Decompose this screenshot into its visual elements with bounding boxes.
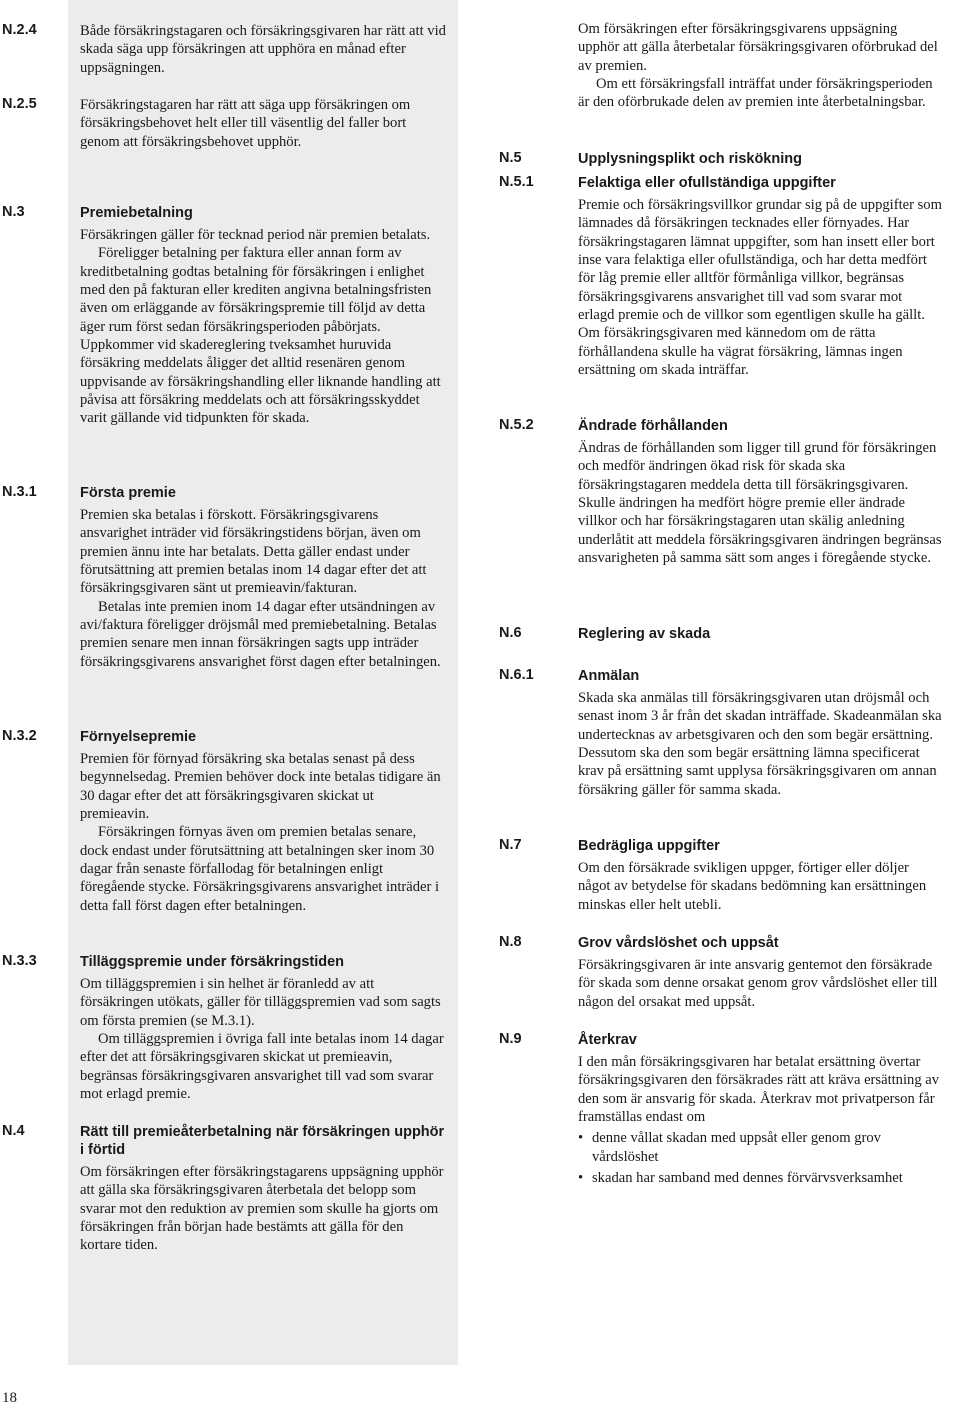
paragraph: Föreligger betalning per faktura eller annan form av kreditbetalning godtas betalning för försäkringen i enlighet med den på fakturan eller krediten angivna betalningsfristen även om erläggande av försäkringspremie till följd av detta äger rum först sedan försäkringsperioden påbörjats. Uppkommer vid skadereglering tveksamhet huruvida försäkring meddelats åligger det alltid resenären genom uppvisande av försäkringshandling eller liknande handling att påvisa att försäkring meddelats och att försäkringsskyddet varit gällande vid tidpunkten för skada. — [80, 245, 441, 427]
section-number: N.6 — [499, 625, 522, 641]
section — [578, 417, 942, 567]
paragraph: Om tilläggspremien i sin helhet är föranledd av att försäkringen utökats, gäller för tilläggspremien vad som sagts om första premien (se M.3.1). — [80, 976, 441, 1029]
section-heading: Upplysningsplikt och riskökning — [578, 151, 802, 167]
section-number: N.6.1 — [499, 667, 534, 683]
paragraph: Premien för förnyad försäkring ska betalas senast på dess begynnelsedag. Premien behöver dock inte betalas tidigare än 30 dagar efter det att försäkringsgivaren skickat ut premieavin. — [80, 751, 441, 823]
section-number: N.3.1 — [2, 484, 37, 500]
section — [80, 1123, 446, 1255]
section — [578, 20, 942, 112]
paragraph: Skada ska anmälas till försäkringsgivaren utan dröjsmål och senast inom 3 år från det skadan inträffade. Skadeanmälan ska undertecknas av arbetsgivaren och den som begär ersättning. Dessutom ska den som begär ersättning lämna specificerat krav på ersättning samt upplysa försäkringsgivaren om annan försäkring gäller för samma skada. — [578, 690, 942, 798]
section-number: N.7 — [499, 837, 522, 853]
paragraph: Om försäkringen efter försäkringstagarens uppsägning upphör att gälla ska försäkringsgivaren återbetala det belopp som svarar mot den reduktion av premien som skulle ha gjorts om försäkringen från början hade bestämts att gälla för den kortare tiden. — [80, 1164, 444, 1254]
section-heading: Premiebetalning — [80, 205, 193, 221]
section — [578, 150, 942, 172]
paragraph: Om den försäkrade svikligen uppger, förtiger eller döljer något av betydelse för skadans bedömning kan ersättningen minskas eller helt utebli. — [578, 860, 927, 913]
section — [80, 484, 446, 671]
section-number: N.5.1 — [499, 174, 534, 190]
section-heading: Reglering av skada — [578, 626, 711, 642]
section-number: N.4 — [2, 1123, 25, 1139]
section-heading: Grov vårdslöshet och uppsåt — [578, 935, 779, 951]
paragraph: Om försäkringen efter försäkringsgivarens uppsägning upphör att gälla återbetalar försäkringsgivaren oförbrukad del av premien. — [578, 21, 938, 74]
section-heading: Rätt till premieåterbetalning när försäkringen upphör i förtid — [80, 1124, 445, 1158]
paragraph: Ändras de förhållanden som ligger till grund för försäkringen och medför ändringen ökad risk för skada ska försäkringstagaren meddela detta till försäkringsgivaren. Skulle ändringen ha medfört högre premie eller ändrade villkor och har försäkringstagaren utan skälig anledning underlåtit att meddela försäkringsgivaren ändringen begränsas ansvarigheten på samma sätt som anges i föregående stycke. — [578, 440, 942, 567]
paragraph: Försäkringsgivaren är inte ansvarig gentemot den försäkrade för skada som denne orsakat genom grov vårdslöshet eller till någon del orsakat med uppsåt. — [578, 957, 938, 1010]
paragraph: I den mån försäkringsgivaren har betalat ersättning övertar försäkringsgivaren den försäkrades rätt att kräva ersättning av den som är ansvarig för skada. Återkrav mot privatperson får framställas endast om — [578, 1054, 940, 1126]
bullet-item: • denne vållat skadan med uppsåt eller genom grov vårdslöshet — [578, 1129, 942, 1166]
paragraph: Försäkringen förnyas även om premien betalas senare, dock endast under förutsättning att betalningen sker inom 30 dagar från senaste förfallodag för betalningen enligt föregående stycke. Försäkringsgivarens ansvarighet inträder i detta fall först dagen efter betalningen. — [80, 824, 440, 914]
section — [80, 22, 446, 77]
paragraph: Premien ska betalas i förskott. Försäkringsgivarens ansvarighet inträder vid försäkringstidens början, även om premien ännu inte har betalats. Detta gäller endast under förutsättning att premien betalas inom 14 dagar efter det att försäkringsgivaren sänt ut premieavin/fakturan. — [80, 507, 427, 597]
section-number: N.2.5 — [2, 96, 37, 112]
section-number: N.5 — [499, 150, 522, 166]
section-heading: Felaktiga eller ofullständiga uppgifter — [578, 175, 836, 191]
paragraph: Både försäkringstagaren och försäkringsgivaren har rätt att vid skada säga upp försäkringen att upphöra en månad efter uppsägningen. — [80, 23, 446, 76]
bullet-item: • skadan har samband med dennes förvärvsverksamhet — [578, 1169, 942, 1187]
section-number: N.2.4 — [2, 22, 37, 38]
section — [80, 728, 446, 915]
section-number: N.9 — [499, 1031, 522, 1047]
section-heading: Ändrade förhållanden — [578, 418, 728, 434]
paragraph: Betalas inte premien inom 14 dagar efter utsändningen av avi/faktura föreligger dröjsmål med premiebetalning. Betalas premien senare men innan försäkringen sagts upp inträder försäkringsgivarens ansvarighet först dagen efter betalningen. — [80, 598, 441, 670]
section-heading: Förnyelsepremie — [80, 729, 197, 745]
section-number: N.8 — [499, 934, 522, 950]
section — [80, 953, 446, 1103]
section-heading: Tilläggspremie under försäkringstiden — [80, 954, 345, 970]
paragraph: Försäkringen gäller för tecknad period när premien betalats. — [80, 227, 431, 243]
section — [80, 204, 446, 428]
section-heading: Bedrägliga uppgifter — [578, 838, 720, 854]
section-number: N.3.2 — [2, 728, 37, 744]
section-heading: Återkrav — [578, 1032, 637, 1048]
section-number: N.5.2 — [499, 417, 534, 433]
section-number: N.3 — [2, 204, 25, 220]
paragraph: Om tilläggspremien i övriga fall inte betalas inom 14 dagar efter det att försäkringsgivaren skickat ut premieavin, begränsas försäkringsgivaren ansvarighet till vad som svarar mot erlagd premie. — [80, 1031, 444, 1103]
section — [578, 934, 942, 1011]
section — [578, 625, 942, 647]
section-heading: Anmälan — [578, 668, 640, 684]
paragraph: Om ett försäkringsfall inträffat under försäkringsperioden är den oförbrukade delen av premien inte återbetalningsbar. — [578, 76, 933, 111]
section — [578, 667, 942, 799]
section — [578, 837, 942, 914]
section-number: N.3.3 — [2, 953, 37, 969]
paragraph: Premie och försäkringsvillkor grundar sig på de uppgifter som lämnades då försäkringen tecknades eller förnyades. Har försäkringstagaren lämnat uppgifter, som han insett eller bort inse vara felaktiga eller ofullständiga, och har detta medfört för låg premie eller alltför förmånliga villkor, begränsas försäkringsgivarens ansvarighet till vad som svarar mot erlagd premie och de villkor som egentligen skulle ha gällt. Om försäkringsgivaren med kännedom om de rätta förhållandena skulle ha vägrat försäkring, lämnas ingen ersättning om skada inträffar. — [578, 197, 942, 379]
section — [80, 96, 446, 151]
section-heading: Första premie — [80, 485, 176, 501]
section — [578, 174, 942, 379]
section — [578, 1031, 942, 1187]
page-number: 18 — [2, 1390, 17, 1406]
paragraph: Försäkringstagaren har rätt att säga upp försäkringen om försäkringsbehovet helt eller till väsentlig del faller bort genom att försäkringsbehovet upphör. — [80, 97, 411, 150]
